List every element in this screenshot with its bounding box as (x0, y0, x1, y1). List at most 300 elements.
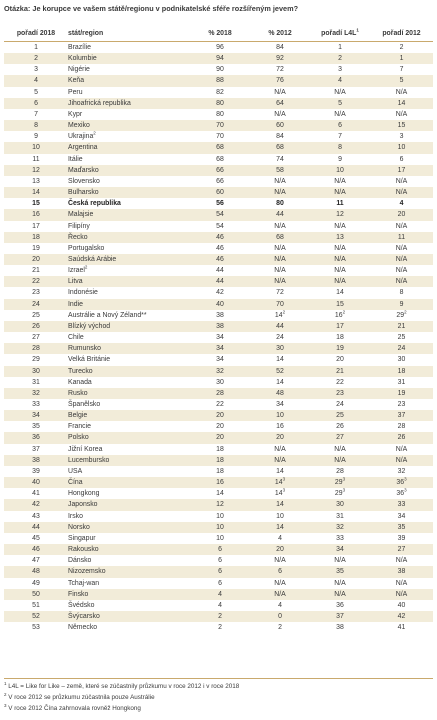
rank-2018-cell-value: 2 (34, 55, 38, 63)
l4l-cell-value: N/A (334, 579, 346, 587)
pct-2018-cell (190, 522, 250, 533)
rank-2018-cell (4, 410, 68, 421)
l4l-cell (310, 544, 370, 555)
pct-2012-cell (250, 287, 310, 298)
footnote-number: 3 (4, 702, 7, 708)
rank-2012-cell-value: 28 (397, 423, 406, 431)
country-cell (68, 221, 190, 232)
rank-2018-cell (4, 444, 68, 455)
rank-2018-cell (4, 343, 68, 354)
l4l-cell-value: 37 (336, 612, 344, 620)
country-cell (68, 477, 190, 488)
header-l4l (310, 27, 370, 42)
l4l-cell-value: 12 (336, 211, 344, 219)
rank-2012-cell (370, 154, 433, 165)
rank-2018-cell-value: 33 (32, 401, 40, 408)
rank-2018-cell (4, 176, 68, 187)
country-cell-value: Belgie (68, 412, 88, 420)
l4l-cell-value: 31 (336, 512, 344, 520)
pct-2018-cell-value: 6 (218, 546, 222, 554)
pct-2012-cell-value: 14 (276, 501, 284, 509)
rank-2012-cell-value: 36 (396, 479, 405, 487)
pct-2018-cell-value: 30 (216, 378, 224, 386)
pct-2018-cell (190, 75, 250, 86)
country-cell-value: Malajsie (68, 211, 94, 219)
pct-2018-cell (190, 321, 250, 332)
pct-2012-cell-value: N/A (274, 177, 286, 185)
pct-2012-cell-value: 10 (276, 412, 284, 420)
pct-2018-cell-value: 14 (216, 490, 224, 498)
country-cell (68, 209, 190, 220)
country-cell-value: Norsko (68, 523, 90, 531)
rank-2018-cell-value: 37 (32, 445, 40, 453)
pct-2018-cell-value: 66 (216, 177, 224, 185)
pct-2018-cell (190, 499, 250, 510)
pct-2012-cell (250, 109, 310, 120)
rank-2018-cell (4, 533, 68, 544)
rank-2018-cell-value: 27 (32, 334, 40, 342)
table-row (4, 109, 433, 120)
pct-2018-cell-value: 38 (216, 311, 224, 319)
rank-2012-cell-value: N/A (395, 110, 408, 118)
rank-2018-cell-value: 20 (32, 255, 40, 263)
rank-2018-cell (4, 209, 68, 220)
table-row (4, 243, 433, 254)
rank-2012-cell (370, 600, 433, 611)
rank-2012-cell-value: 9 (399, 300, 404, 308)
rank-2012-cell (370, 120, 433, 131)
header-rank-2012: pořadí 2012 (370, 27, 433, 42)
l4l-cell-value: 19 (336, 345, 344, 353)
table-row (4, 522, 433, 533)
pct-2012-cell-value: 44 (276, 322, 284, 330)
l4l-cell-value: 4 (338, 77, 342, 85)
footnote-text: L4L = Like for Like – země, které se zúčastnily průzkumu v roce 2012 i v roce 2018 (8, 683, 240, 690)
rank-2018-cell-value: 14 (32, 189, 40, 197)
l4l-cell (310, 455, 370, 466)
pct-2012-cell (250, 511, 310, 522)
rank-2012-cell (370, 221, 433, 232)
pct-2012-cell-value: 4 (278, 601, 282, 609)
l4l-cell (310, 221, 370, 232)
rank-2018-cell (4, 254, 68, 265)
pct-2018-cell (190, 42, 250, 54)
country-cell-value: Polsko (68, 434, 89, 442)
footnote-mark: 3 (282, 477, 286, 482)
rank-2018-cell (4, 98, 68, 109)
table-row (4, 332, 433, 343)
pct-2018-cell (190, 555, 250, 566)
footnote-mark: 3 (404, 477, 407, 482)
country-cell (68, 410, 190, 421)
country-cell (68, 310, 190, 321)
rank-2018-cell-value: 50 (32, 590, 40, 598)
rank-2018-cell-value: 23 (32, 289, 40, 297)
l4l-cell-value: N/A (334, 189, 346, 197)
pct-2018-cell-value: 2 (218, 612, 222, 620)
country-cell-value: Rusko (68, 389, 88, 397)
country-cell (68, 488, 190, 499)
l4l-cell (310, 287, 370, 298)
rank-2018-cell-value: 1 (34, 44, 38, 51)
table-row (4, 589, 433, 600)
rank-2012-cell-value: 15 (397, 122, 406, 130)
l4l-cell-value: 18 (336, 334, 344, 342)
country-cell (68, 243, 190, 254)
l4l-cell (310, 410, 370, 421)
country-cell-value: Švýcarsko (68, 612, 100, 620)
pct-2018-cell (190, 366, 250, 377)
country-cell (68, 98, 190, 109)
country-cell-value: Austrálie a Nový Zéland** (68, 311, 147, 319)
pct-2012-cell (250, 499, 310, 510)
pct-2018-cell-value: 54 (216, 222, 224, 230)
pct-2012-cell-value: 14 (276, 467, 284, 475)
rank-2018-cell-value: 36 (32, 434, 40, 442)
rank-2018-cell (4, 142, 68, 153)
rank-2018-cell-value: 35 (32, 423, 40, 431)
rank-2018-cell-value: 13 (32, 177, 40, 185)
country-cell (68, 522, 190, 533)
pct-2012-cell-value: 16 (276, 423, 284, 431)
rank-2018-cell-value: 47 (32, 557, 40, 565)
table-row (4, 131, 433, 142)
country-cell-value: Řecko (68, 233, 88, 241)
pct-2012-cell-value: 14 (274, 479, 283, 487)
rank-2018-cell (4, 299, 68, 310)
rank-2012-cell (370, 165, 433, 176)
pct-2018-cell-value: 18 (216, 456, 224, 464)
rank-2018-cell (4, 466, 68, 477)
rank-2012-cell (370, 321, 433, 332)
footnote-item (4, 681, 239, 692)
rank-2012-cell-value: 37 (397, 412, 406, 420)
country-cell (68, 299, 190, 310)
rank-2018-cell (4, 555, 68, 566)
l4l-cell (310, 310, 370, 321)
pct-2012-cell (250, 299, 310, 310)
rank-2012-cell-value: 25 (397, 334, 406, 342)
table-row (4, 120, 433, 131)
pct-2018-cell (190, 287, 250, 298)
pct-2012-cell-value: N/A (274, 456, 286, 464)
rank-2012-cell-value: 3 (399, 133, 404, 141)
table-row (4, 265, 433, 276)
footnote-mark: 2 (282, 309, 286, 315)
l4l-cell (310, 522, 370, 533)
l4l-cell (310, 499, 370, 510)
rank-2012-cell-value: N/A (395, 445, 408, 453)
pct-2018-cell-value: 18 (216, 467, 224, 475)
country-cell (68, 287, 190, 298)
l4l-cell-value: 27 (336, 434, 344, 442)
rank-2012-cell-value: 17 (397, 166, 406, 174)
l4l-cell (310, 276, 370, 287)
pct-2012-cell (250, 578, 310, 589)
rank-2012-cell-value: N/A (395, 255, 408, 263)
country-cell-value: Litva (68, 278, 83, 286)
country-cell-value: Filipíny (68, 222, 90, 230)
l4l-cell-value: 1 (338, 44, 342, 51)
rank-2018-cell-value: 30 (32, 367, 40, 375)
pct-2012-cell (250, 388, 310, 399)
rank-2018-cell-value: 17 (32, 222, 40, 230)
rank-2012-cell-value: 42 (397, 612, 406, 620)
footnote-mark: 2 (342, 309, 346, 315)
pct-2018-cell (190, 254, 250, 265)
l4l-cell (310, 232, 370, 243)
pct-2018-cell (190, 488, 250, 499)
rank-2018-cell (4, 522, 68, 533)
l4l-cell (310, 120, 370, 131)
rank-2018-cell-value: 16 (32, 211, 40, 219)
pct-2018-cell (190, 455, 250, 466)
rank-2012-cell-value: N/A (395, 278, 408, 286)
rank-2012-cell-value: 20 (397, 211, 406, 219)
l4l-cell-value: 30 (336, 501, 344, 509)
table-row (4, 432, 433, 443)
pct-2012-cell (250, 64, 310, 75)
l4l-cell-value: 17 (336, 322, 344, 330)
pct-2012-cell (250, 53, 310, 64)
table-row (4, 343, 433, 354)
rank-2012-cell (370, 265, 433, 276)
country-cell (68, 131, 190, 142)
country-cell (68, 444, 190, 455)
rank-2018-cell (4, 432, 68, 443)
country-cell (68, 388, 190, 399)
table-row (4, 377, 433, 388)
rank-2018-cell (4, 578, 68, 589)
pct-2018-cell-value: 94 (216, 55, 224, 63)
rank-2012-cell (370, 310, 433, 321)
pct-2012-cell-value: 14 (276, 378, 284, 386)
footnote-mark: 2 (93, 131, 96, 136)
pct-2012-cell (250, 187, 310, 198)
table-row (4, 421, 433, 432)
pct-2012-cell-value: 92 (276, 55, 284, 63)
table-row (4, 444, 433, 455)
rank-2012-cell-value: 11 (397, 233, 406, 241)
country-cell-value: Indie (68, 300, 83, 308)
country-cell-value: Kanada (68, 378, 92, 386)
pct-2012-cell-value: 80 (276, 200, 284, 208)
country-cell (68, 499, 190, 510)
rank-2018-cell (4, 198, 68, 209)
country-cell-value: Slovensko (68, 177, 100, 185)
rank-2018-cell-value: 44 (32, 523, 40, 531)
rank-2012-cell (370, 343, 433, 354)
rank-2018-cell (4, 75, 68, 86)
rank-2018-cell-value: 21 (32, 267, 40, 275)
pct-2012-cell (250, 566, 310, 577)
rank-2012-cell (370, 276, 433, 287)
rank-2012-cell (370, 366, 433, 377)
pct-2012-cell-value: N/A (274, 590, 286, 598)
country-cell-value: Turecko (68, 367, 93, 375)
rank-2012-cell (370, 243, 433, 254)
l4l-cell (310, 198, 370, 209)
pct-2018-cell-value: 32 (216, 367, 224, 375)
rank-2012-cell-value: 19 (397, 389, 406, 397)
table-row (4, 209, 433, 220)
rank-2018-cell-value: 24 (32, 300, 40, 308)
table-row (4, 555, 433, 566)
header-country: stát/region (68, 27, 190, 42)
rank-2012-cell (370, 187, 433, 198)
pct-2012-cell (250, 243, 310, 254)
pct-2018-cell (190, 343, 250, 354)
pct-2018-cell (190, 98, 250, 109)
l4l-cell-value: N/A (334, 255, 346, 263)
country-cell (68, 142, 190, 153)
pct-2018-cell (190, 533, 250, 544)
pct-2012-cell (250, 75, 310, 86)
country-cell-value: Argentina (68, 144, 98, 152)
table-row (4, 455, 433, 466)
l4l-cell-value: 7 (338, 133, 342, 141)
rank-2018-cell-value: 28 (32, 345, 40, 353)
rank-2018-cell-value: 53 (32, 624, 40, 632)
table-row (4, 310, 433, 321)
rank-2018-cell (4, 53, 68, 64)
pct-2012-cell (250, 276, 310, 287)
rank-2018-cell-value: 41 (32, 490, 40, 498)
rank-2012-cell (370, 455, 433, 466)
country-cell (68, 533, 190, 544)
pct-2018-cell-value: 38 (216, 322, 224, 330)
pct-2012-cell-value: 74 (276, 155, 284, 163)
footnote-mark: 3 (282, 488, 286, 493)
l4l-cell-value: 32 (336, 523, 344, 531)
rank-2012-cell-value: 41 (397, 624, 406, 632)
country-cell (68, 578, 190, 589)
country-cell-value: Rumunsko (68, 345, 101, 353)
table-row (4, 198, 433, 209)
pct-2012-cell-value: 84 (276, 133, 284, 141)
pct-2012-cell-value: 2 (278, 624, 282, 632)
table-body (4, 42, 433, 634)
pct-2018-cell (190, 109, 250, 120)
l4l-cell (310, 265, 370, 276)
pct-2018-cell (190, 276, 250, 287)
country-cell-value: Keňa (68, 77, 85, 85)
rank-2012-cell (370, 611, 433, 622)
l4l-cell-value: N/A (334, 222, 346, 230)
country-cell (68, 198, 190, 209)
l4l-cell (310, 109, 370, 120)
country-cell-value: Kypr (68, 110, 83, 118)
rank-2018-cell (4, 611, 68, 622)
l4l-cell-value: 21 (336, 367, 344, 375)
footnote-mark: 3 (404, 488, 407, 493)
pct-2018-cell-value: 18 (216, 445, 224, 453)
l4l-cell (310, 589, 370, 600)
table-row (4, 511, 433, 522)
rank-2018-cell (4, 332, 68, 343)
footnote-number: 2 (4, 691, 7, 697)
l4l-cell-value: 28 (336, 467, 344, 475)
pct-2018-cell-value: 44 (216, 267, 224, 275)
header-l4l-label: pořadí L4L (321, 30, 357, 37)
l4l-cell (310, 388, 370, 399)
rank-2012-cell-value: N/A (395, 456, 408, 464)
table-row (4, 466, 433, 477)
country-cell (68, 455, 190, 466)
pct-2012-cell (250, 265, 310, 276)
pct-2018-cell (190, 589, 250, 600)
rank-2018-cell-value: 43 (32, 512, 40, 520)
footnote-text: V roce 2012 Čína zahrnovala rovněž Hongkong (8, 705, 141, 712)
pct-2018-cell (190, 53, 250, 64)
pct-2018-cell-value: 46 (216, 233, 224, 241)
rank-2012-cell-value: 6 (399, 155, 404, 163)
rank-2018-cell (4, 165, 68, 176)
rank-2018-cell (4, 399, 68, 410)
pct-2018-cell-value: 54 (216, 211, 224, 219)
pct-2012-cell-value: 34 (276, 401, 284, 408)
l4l-cell (310, 142, 370, 153)
header-l4l-footnote-mark: 1 (356, 27, 359, 33)
country-cell (68, 87, 190, 98)
rank-2012-cell-value: 27 (397, 546, 406, 554)
l4l-cell-value: 34 (336, 546, 344, 554)
rank-2018-cell (4, 488, 68, 499)
pct-2018-cell-value: 42 (216, 289, 224, 297)
rank-2012-cell (370, 42, 433, 54)
rank-2018-cell-value: 10 (32, 144, 40, 152)
country-cell-value: Japonsko (68, 501, 98, 509)
pct-2012-cell (250, 432, 310, 443)
table-row (4, 600, 433, 611)
pct-2012-cell-value: N/A (274, 255, 286, 263)
rank-2012-cell (370, 622, 433, 633)
rank-2018-cell-value: 8 (34, 122, 38, 130)
rank-2012-cell-value: N/A (395, 579, 408, 587)
l4l-cell-value: N/A (334, 267, 346, 275)
pct-2018-cell (190, 131, 250, 142)
rank-2018-cell (4, 120, 68, 131)
l4l-cell (310, 533, 370, 544)
l4l-cell-value: 14 (336, 289, 344, 297)
rank-2018-cell-value: 45 (32, 534, 40, 542)
pct-2018-cell-value: 88 (216, 77, 224, 85)
rank-2018-cell-value: 11 (32, 155, 40, 163)
pct-2012-cell (250, 198, 310, 209)
pct-2012-cell-value: 60 (276, 122, 284, 130)
rank-2012-cell-value: 4 (399, 200, 404, 208)
country-cell-value: Blízký východ (68, 322, 111, 330)
l4l-cell-value: N/A (334, 88, 346, 96)
pct-2018-cell (190, 64, 250, 75)
rank-2018-cell-value: 52 (32, 612, 40, 620)
pct-2018-cell (190, 544, 250, 555)
country-cell (68, 265, 190, 276)
country-cell-value: Dánsko (68, 557, 92, 565)
pct-2018-cell-value: 46 (216, 244, 224, 252)
pct-2018-cell-value: 70 (216, 133, 224, 141)
pct-2012-cell (250, 176, 310, 187)
pct-2018-cell (190, 221, 250, 232)
country-cell-value: Česká republika (68, 200, 121, 208)
rank-2012-cell (370, 555, 433, 566)
country-cell (68, 566, 190, 577)
pct-2012-cell-value: 48 (276, 389, 284, 397)
rank-2012-cell (370, 64, 433, 75)
table-row (4, 232, 433, 243)
country-cell (68, 321, 190, 332)
country-cell (68, 276, 190, 287)
